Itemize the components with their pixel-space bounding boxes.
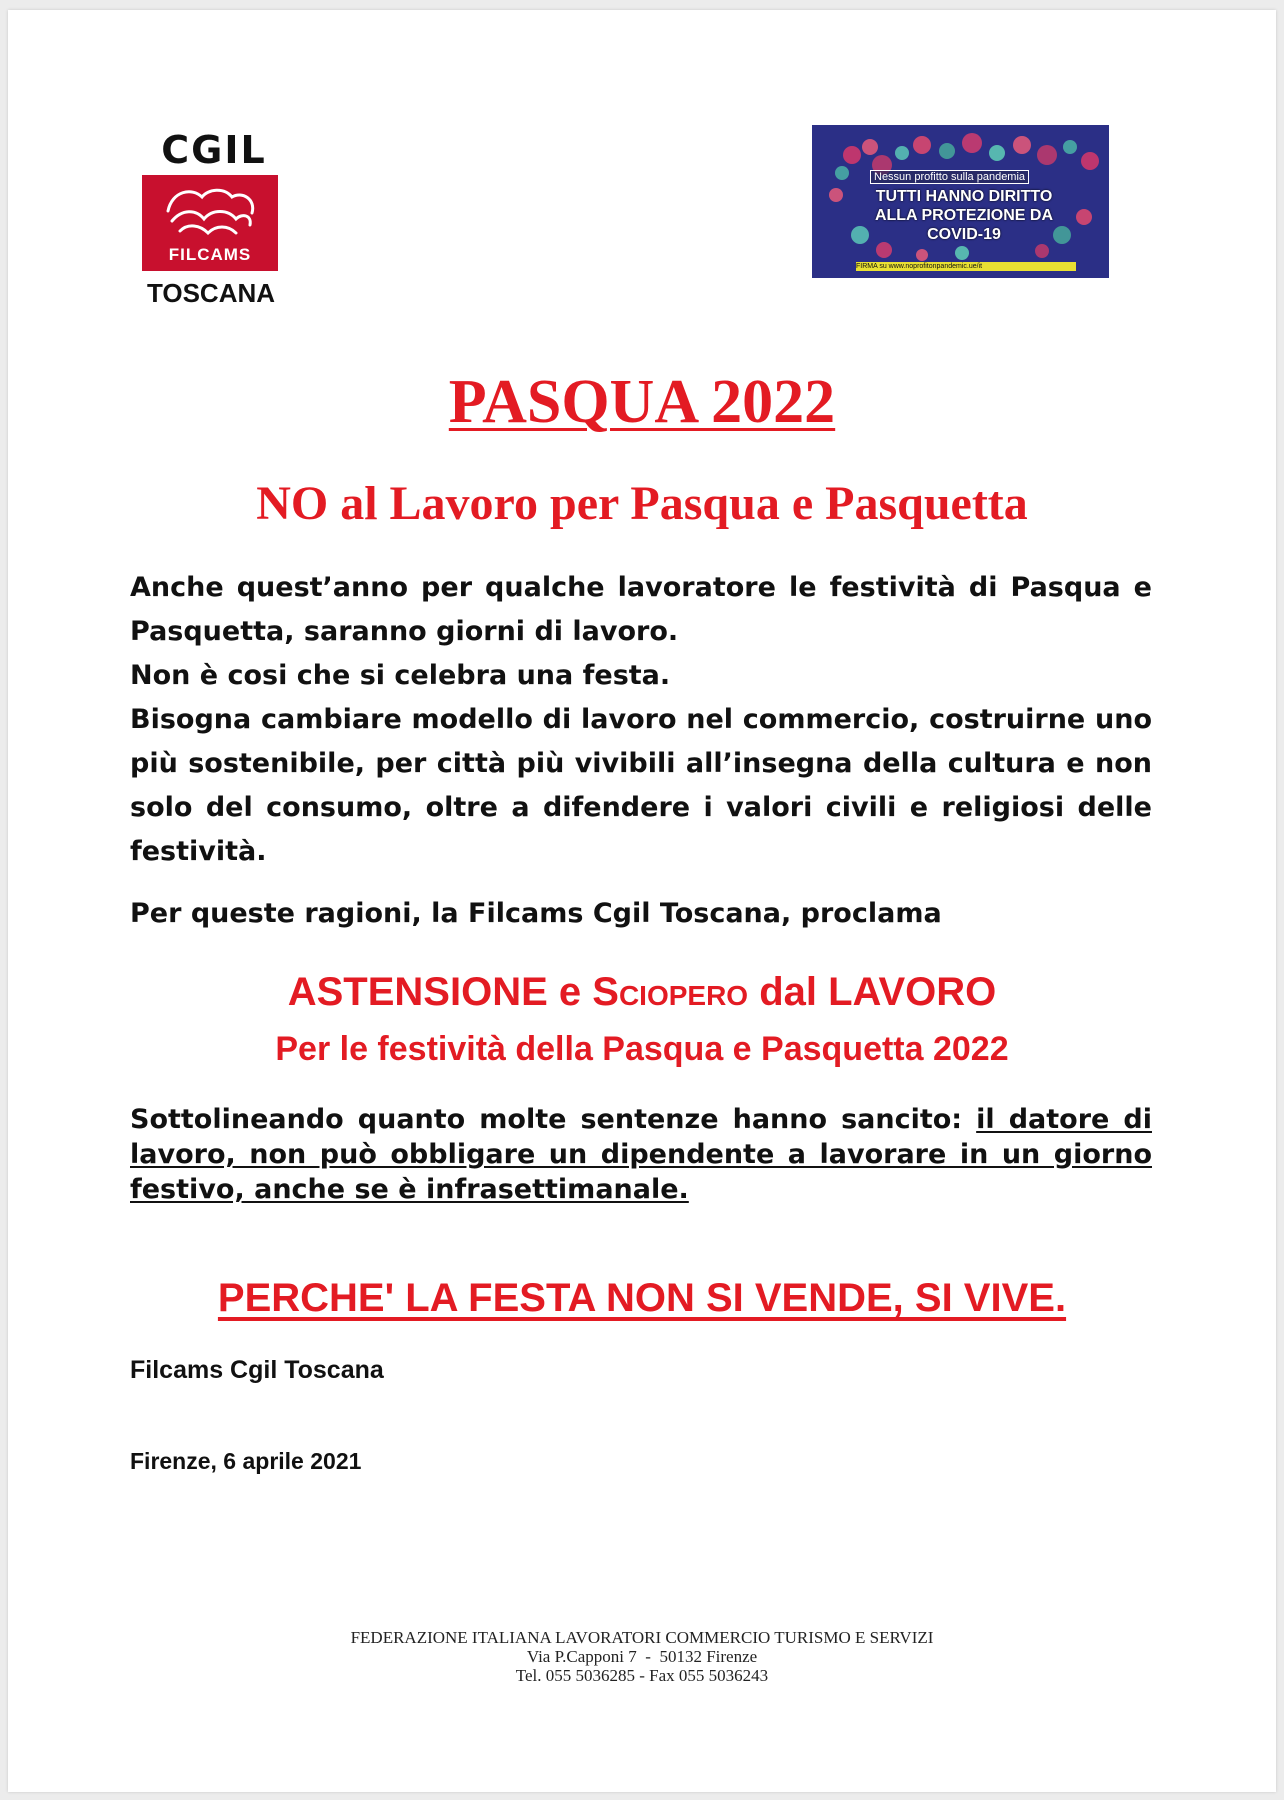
banner-footer-url: FIRMA su www.noprofitonpandemic.ue/it [856, 262, 1076, 271]
filcams-logo-mark [142, 175, 278, 271]
strike-subheading: Per le festività della Pasqua e Pasquetta 2022 [275, 1030, 1009, 1068]
page-subtitle: NO al Lavoro per Pasqua e Pasquetta [256, 477, 1028, 530]
strike-word: ASTENSIONE [287, 970, 548, 1014]
legal-note-lead: Sottolineando quanto molte sentenze hanno sancito: [130, 1104, 977, 1135]
covid-campaign-banner [812, 125, 1109, 278]
page-title: PASQUA 2022 [448, 368, 836, 436]
letterhead-footer [0, 1628, 1284, 1685]
hands-emblem-icon [162, 181, 258, 243]
proclaim-line: Per queste ragioni, la Filcams Cgil Toscana, proclama [130, 898, 942, 929]
banner-headline-line: ALLA PROTEZIONE DA [874, 207, 1054, 224]
logo-region-text: TOSCANA [146, 278, 276, 308]
date-line: Firenze, 6 aprile 2021 [130, 1448, 362, 1474]
strike-heading [0, 970, 1284, 1015]
body-text [130, 566, 1152, 874]
strike-word: dal [759, 970, 817, 1014]
legal-note-underlined: il datore di lavoro, non può obbligare un dipendente a lavorare in un giorno festivo, anche se è infrasettimanale. [130, 1104, 1152, 1205]
strike-word: Sciopero [592, 970, 749, 1014]
logo-org-text: CGIL [161, 128, 267, 172]
footer-line: Tel. 055 5036285 - Fax 055 5036243 [515, 1666, 769, 1685]
banner-top-line: Nessun profitto sulla pandemia [870, 170, 1029, 184]
footer-line: FEDERAZIONE ITALIANA LAVORATORI COMMERCIO TURISMO E SERVIZI [350, 1628, 934, 1647]
strike-word: LAVORO [828, 970, 997, 1014]
banner-headline-line: TUTTI HANNO DIRITTO [875, 188, 1053, 205]
body-paragraph: Bisogna cambiare modello di lavoro nel commercio, costruirne uno più sostenibile, per città più vivibili all’insegna della cultura e non solo del consumo, oltre a difendere i valori civili e religiosi delle festività. [130, 704, 1152, 867]
cgil-filcams-logo [132, 128, 290, 308]
proclaim-text [130, 892, 1152, 936]
banner-headline-line: COVID-19 [927, 226, 1001, 243]
banner-headline [848, 187, 1080, 244]
legal-note-paragraph [130, 1102, 1152, 1207]
signature-line: Filcams Cgil Toscana [130, 1356, 384, 1384]
strike-word: e [558, 970, 582, 1014]
body-paragraph: Non è cosi che si celebra una festa. [130, 660, 671, 691]
footer-line: Via P.Capponi 7 - 50132 Firenze [526, 1647, 758, 1666]
legal-note [130, 1102, 1152, 1207]
slogan: PERCHE' LA FESTA NON SI VENDE, SI VIVE. [217, 1276, 1067, 1320]
body-paragraph: Anche quest’anno per qualche lavoratore le festività di Pasqua e Pasquetta, saranno giorni di lavoro. [130, 572, 1152, 647]
logo-brand-text: FILCAMS [168, 245, 252, 264]
